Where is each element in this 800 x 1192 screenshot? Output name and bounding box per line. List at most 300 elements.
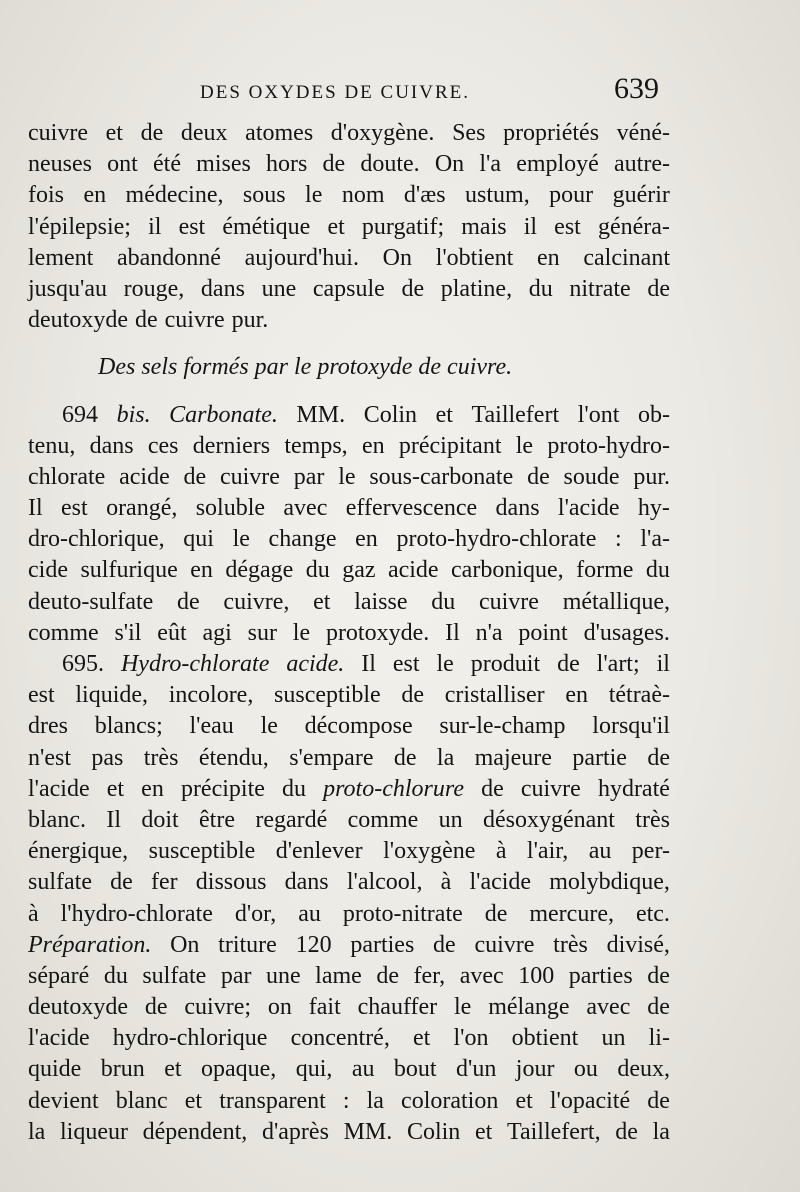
word: du: [282, 775, 306, 802]
word: du: [305, 557, 330, 584]
word: et: [413, 1025, 431, 1052]
word: jusqu'au: [28, 275, 107, 302]
word: guérir: [612, 182, 670, 209]
word: Il: [445, 619, 460, 646]
word: au: [351, 1056, 375, 1083]
word: précipite: [180, 775, 265, 802]
word: soluble: [195, 495, 266, 522]
word: deutoxyde: [28, 307, 128, 334]
word: sur-le-champ: [439, 713, 566, 740]
word: métallique,: [562, 588, 670, 615]
word: de: [401, 275, 425, 302]
word: d'or,: [234, 900, 277, 927]
word: et: [474, 1118, 493, 1145]
word: en: [355, 526, 378, 553]
word: deux: [180, 120, 228, 146]
word: proto-hydro-: [547, 432, 670, 459]
section-gap: [28, 384, 670, 400]
section-heading: Des sels formés par le protoxyde de cuivre.: [98, 354, 513, 381]
word: sur: [247, 619, 277, 646]
word: :: [342, 1087, 350, 1114]
text-line: [28, 992, 670, 1023]
word: proto-nitrate: [342, 900, 463, 927]
word: On: [382, 244, 412, 271]
word: et: [313, 588, 331, 615]
word: partie: [572, 744, 627, 771]
text-line: [28, 1054, 670, 1085]
word: et: [515, 1087, 533, 1114]
word: de: [110, 869, 133, 896]
word: On: [434, 151, 465, 178]
word: incolore,: [168, 682, 254, 709]
word: Il: [106, 806, 121, 833]
word: le: [232, 526, 250, 553]
word: tenu,: [28, 432, 76, 459]
word: de: [647, 744, 670, 771]
word: regardé: [255, 806, 328, 833]
word: de: [557, 651, 580, 677]
word: cristalliser: [444, 682, 545, 709]
word: et: [184, 1087, 203, 1114]
word: l'art;: [596, 651, 640, 677]
word: capsule: [312, 275, 385, 302]
text-line: [28, 930, 670, 961]
word: Colin: [363, 401, 418, 428]
word: est: [554, 213, 581, 240]
word: et: [164, 1056, 182, 1083]
word: sulfate: [142, 962, 207, 989]
word: il: [656, 651, 670, 677]
word: Hydro-chlorate: [120, 651, 270, 677]
word: 100: [518, 962, 555, 989]
word: médecine,: [125, 182, 224, 209]
word: dissous: [195, 869, 267, 896]
word: l'acide: [28, 775, 90, 802]
word: et: [435, 401, 453, 428]
word: pas: [91, 744, 124, 771]
word: en: [565, 682, 589, 709]
word: hors: [266, 151, 308, 178]
word: de: [481, 775, 504, 802]
word: de: [177, 588, 200, 615]
word: à: [495, 838, 507, 865]
word: de: [393, 744, 417, 771]
word: précipitant: [398, 432, 502, 459]
word: il: [523, 213, 538, 240]
text-line: [28, 243, 670, 274]
word: platine,: [440, 275, 513, 302]
word: étendu,: [198, 744, 269, 771]
text-line: [28, 836, 670, 867]
word: ces: [147, 432, 179, 459]
word: blancs;: [94, 713, 163, 740]
word: du: [431, 588, 456, 615]
word: liquide,: [75, 682, 149, 709]
word: l'opacité: [549, 1087, 631, 1114]
word: acide: [387, 557, 439, 584]
word: divisé,: [606, 931, 670, 958]
word: MM.: [343, 1118, 393, 1145]
word: de: [433, 931, 456, 958]
word: sous-carbonate: [369, 463, 514, 490]
word: proto-chlorure: [323, 775, 464, 802]
word: lement: [28, 244, 94, 271]
word: jour: [515, 1056, 555, 1083]
word: abandonné: [117, 244, 221, 271]
word: avec: [586, 994, 631, 1021]
word: de: [134, 307, 158, 334]
word: en: [83, 182, 107, 209]
word: cuivre: [478, 588, 539, 615]
word: blanc: [115, 1087, 168, 1114]
word: de: [140, 120, 164, 146]
word: qui,: [295, 1056, 333, 1083]
word: cuivre: [474, 931, 535, 958]
word: dans: [200, 275, 245, 302]
word: l'oxygène: [383, 838, 476, 865]
word: brun: [100, 1056, 145, 1083]
word: cuivre,: [223, 588, 290, 615]
word: 694: [62, 401, 98, 428]
word: véné-: [616, 120, 670, 146]
word: s'empare: [289, 744, 374, 771]
word: l'hydro-chlorate: [60, 900, 213, 927]
word: est: [392, 651, 420, 677]
text-line: [28, 118, 670, 149]
word: tétraè-: [608, 682, 670, 709]
text-line: [28, 524, 670, 555]
word: à: [28, 900, 39, 927]
word: la: [28, 1118, 46, 1145]
text-line: [28, 431, 670, 462]
word: nom: [341, 182, 385, 209]
word: mélange: [488, 994, 570, 1021]
word: per-: [631, 838, 670, 865]
text-line: [28, 587, 670, 618]
word: dro-chlorique,: [28, 526, 165, 553]
word: et: [327, 213, 345, 240]
word: ont: [107, 151, 138, 178]
word: mais: [461, 213, 507, 240]
word: susceptible: [274, 682, 381, 709]
word: l'épilepsie;: [28, 213, 131, 240]
word: été: [153, 151, 181, 178]
word: l'ont: [577, 401, 620, 428]
word: de: [647, 994, 670, 1021]
word: du: [528, 275, 553, 302]
text-line: [28, 274, 670, 305]
word: dans: [89, 432, 134, 459]
word: avec: [283, 495, 328, 522]
word: l'acide: [28, 1025, 90, 1052]
word: l'on: [453, 1025, 489, 1052]
word: n'est: [28, 744, 71, 771]
word: Il: [361, 651, 376, 677]
word: chauffer: [357, 994, 438, 1021]
word: en: [361, 432, 385, 459]
body-text: [28, 118, 670, 1148]
word: acide.: [286, 651, 345, 677]
word: acide: [119, 463, 170, 490]
word: dans: [284, 869, 329, 896]
word: de: [322, 151, 346, 178]
word: neuses: [28, 151, 92, 178]
text-line: [28, 867, 670, 898]
word: une: [261, 275, 297, 302]
word: laisse: [354, 588, 408, 615]
word: dres: [28, 713, 68, 740]
word: autre-: [614, 151, 670, 178]
word: qui: [183, 526, 214, 553]
word: ou: [573, 1056, 598, 1083]
word: et: [106, 775, 125, 802]
word: la: [366, 1087, 384, 1114]
word: Préparation.: [28, 931, 152, 958]
word: pour: [549, 182, 594, 209]
text-line: [28, 774, 670, 805]
word: par: [293, 463, 325, 490]
word: le: [338, 463, 356, 490]
word: une: [266, 962, 301, 989]
word: forme: [576, 557, 634, 584]
text-line: [28, 711, 670, 742]
word: très: [553, 931, 588, 958]
text-line: [28, 680, 670, 711]
word: blanc.: [28, 806, 86, 833]
word: fer,: [413, 962, 446, 989]
word: en: [190, 557, 213, 584]
word: très: [143, 744, 179, 771]
word: cuivre;: [184, 994, 252, 1021]
word: dans: [495, 495, 540, 522]
word: bis.: [116, 401, 151, 428]
word: ustum,: [465, 182, 530, 209]
word: li-: [648, 1025, 670, 1052]
word: par: [220, 962, 252, 989]
word: chlorate: [28, 463, 106, 490]
word: est: [28, 682, 55, 709]
word: on: [267, 994, 292, 1021]
word: 120: [295, 931, 332, 958]
word: d'oxygène.: [330, 120, 435, 146]
word: de: [647, 962, 670, 989]
word: l'acide: [557, 495, 620, 522]
word: l'eau: [189, 713, 234, 740]
word: coloration: [401, 1087, 499, 1114]
word: être: [199, 806, 235, 833]
word: le: [515, 432, 534, 459]
text-line: [28, 400, 670, 431]
word: désoxygénant: [482, 806, 615, 833]
word: un: [601, 1025, 626, 1052]
word: eût: [157, 619, 187, 646]
word: comme: [28, 619, 99, 646]
word: deutoxyde: [28, 994, 128, 1021]
word: à: [440, 869, 452, 896]
word: l'obtient: [435, 244, 514, 271]
word: 695.: [62, 651, 104, 677]
word: généra-: [597, 213, 670, 240]
word: s'il: [114, 619, 142, 646]
word: de: [144, 994, 168, 1021]
word: quide: [28, 1056, 82, 1083]
word: aujourd'hui.: [244, 244, 359, 271]
word: cide: [28, 557, 68, 584]
running-head: [0, 72, 800, 112]
word: de: [527, 463, 550, 490]
word: la: [436, 744, 455, 771]
word: d'usages.: [583, 619, 670, 646]
word: point: [518, 619, 568, 646]
word: d'enlever: [275, 838, 363, 865]
word: la: [652, 1118, 670, 1145]
word: lorsqu'il: [592, 713, 670, 740]
word: cuivre: [28, 120, 88, 146]
word: :: [615, 526, 622, 553]
word: le: [436, 651, 454, 677]
word: parties: [568, 962, 633, 989]
word: Taillefert,: [506, 1118, 601, 1145]
word: hy-: [637, 495, 670, 522]
word: protoxyde.: [325, 619, 430, 646]
word: soude: [563, 463, 620, 490]
text-line: [28, 149, 670, 180]
word: émétique: [222, 213, 311, 240]
word: hydro-chlorique: [112, 1025, 268, 1052]
word: opaque,: [200, 1056, 277, 1083]
word: derniers: [192, 432, 271, 459]
word: de: [484, 900, 508, 927]
word: de: [376, 962, 399, 989]
word: Taillefert: [471, 401, 560, 428]
word: fois: [28, 182, 64, 209]
word: d'æs: [403, 182, 446, 209]
running-title: DES OXYDES DE CUIVRE.: [200, 82, 470, 103]
word: Colin: [406, 1118, 461, 1145]
word: cuivre: [520, 775, 581, 802]
word: en: [141, 775, 164, 802]
word: hydraté: [597, 775, 670, 802]
word: gaz: [342, 557, 376, 584]
word: le: [454, 994, 472, 1021]
word: devient: [28, 1087, 99, 1114]
word: lame: [315, 962, 362, 989]
word: temps,: [284, 432, 348, 459]
text-line: [28, 305, 670, 336]
text-line: [28, 555, 670, 586]
word: en: [537, 244, 560, 271]
word: au: [588, 838, 612, 865]
word: obtient: [511, 1025, 579, 1052]
word: l'a-: [640, 526, 670, 553]
word: liqueur: [60, 1118, 128, 1145]
section-gap: [28, 336, 670, 352]
word: de: [647, 1087, 670, 1114]
word: atomes: [245, 120, 314, 146]
text-line: [28, 1086, 670, 1117]
word: calcinant: [583, 244, 670, 271]
text-line: [28, 1117, 670, 1148]
word: du: [645, 557, 670, 584]
word: cuivre: [219, 463, 280, 490]
word: transparent: [219, 1087, 326, 1114]
word: d'après: [261, 1118, 329, 1145]
word: n'a: [475, 619, 503, 646]
text-line: [28, 743, 670, 774]
word: ob-: [637, 401, 670, 428]
word: triture: [218, 931, 277, 958]
word: MM.: [296, 401, 346, 428]
word: Il: [28, 495, 43, 522]
word: sous: [242, 182, 286, 209]
text-line: [28, 180, 670, 211]
word: dépendent,: [142, 1118, 248, 1145]
text-line: [28, 899, 670, 930]
word: fait: [308, 994, 341, 1021]
word: d'un: [456, 1056, 497, 1083]
word: change: [268, 526, 337, 553]
word: le: [292, 619, 311, 646]
word: l'acide: [469, 869, 532, 896]
word: un: [438, 806, 463, 833]
word: mises: [196, 151, 251, 178]
word: pur.: [231, 307, 269, 334]
word: susceptible: [148, 838, 256, 865]
word: concentré,: [290, 1025, 390, 1052]
word: est: [61, 495, 88, 522]
word: purgatif;: [361, 213, 445, 240]
word: parties: [350, 931, 415, 958]
word: très: [635, 806, 670, 833]
word: orangé,: [106, 495, 178, 522]
word: du: [103, 962, 128, 989]
word: deux,: [617, 1056, 670, 1083]
text-line: [28, 1023, 670, 1054]
word: l'a: [479, 151, 502, 178]
word: carbonique,: [451, 557, 564, 584]
word: propriétés: [503, 120, 600, 146]
word: l'alcool,: [346, 869, 423, 896]
word: deuto-sulfate: [28, 588, 154, 615]
word: est: [178, 213, 206, 240]
text-line: [28, 961, 670, 992]
text-line: [28, 462, 670, 493]
word: On: [170, 931, 200, 958]
text-line: [28, 212, 670, 243]
word: majeure: [474, 744, 552, 771]
word: mercure,: [529, 900, 614, 927]
text-line: [28, 805, 670, 836]
page-number: 639: [614, 72, 659, 105]
word: le: [305, 182, 323, 209]
word: sulfurique: [80, 557, 178, 584]
text-line: [28, 618, 670, 649]
word: nitrate: [569, 275, 631, 302]
word: Carbonate.: [169, 401, 278, 428]
word: molybdique,: [549, 869, 670, 896]
text-line: [28, 649, 670, 680]
word: et: [105, 120, 123, 146]
word: fer: [150, 869, 178, 896]
word: proto-hydro-chlorate: [396, 526, 597, 553]
word: de: [183, 463, 207, 490]
word: il: [148, 213, 162, 240]
word: employé: [516, 151, 599, 178]
word: pur.: [633, 463, 670, 490]
word: agi: [202, 619, 232, 646]
word: de: [647, 275, 670, 302]
word: sulfate: [28, 869, 92, 896]
